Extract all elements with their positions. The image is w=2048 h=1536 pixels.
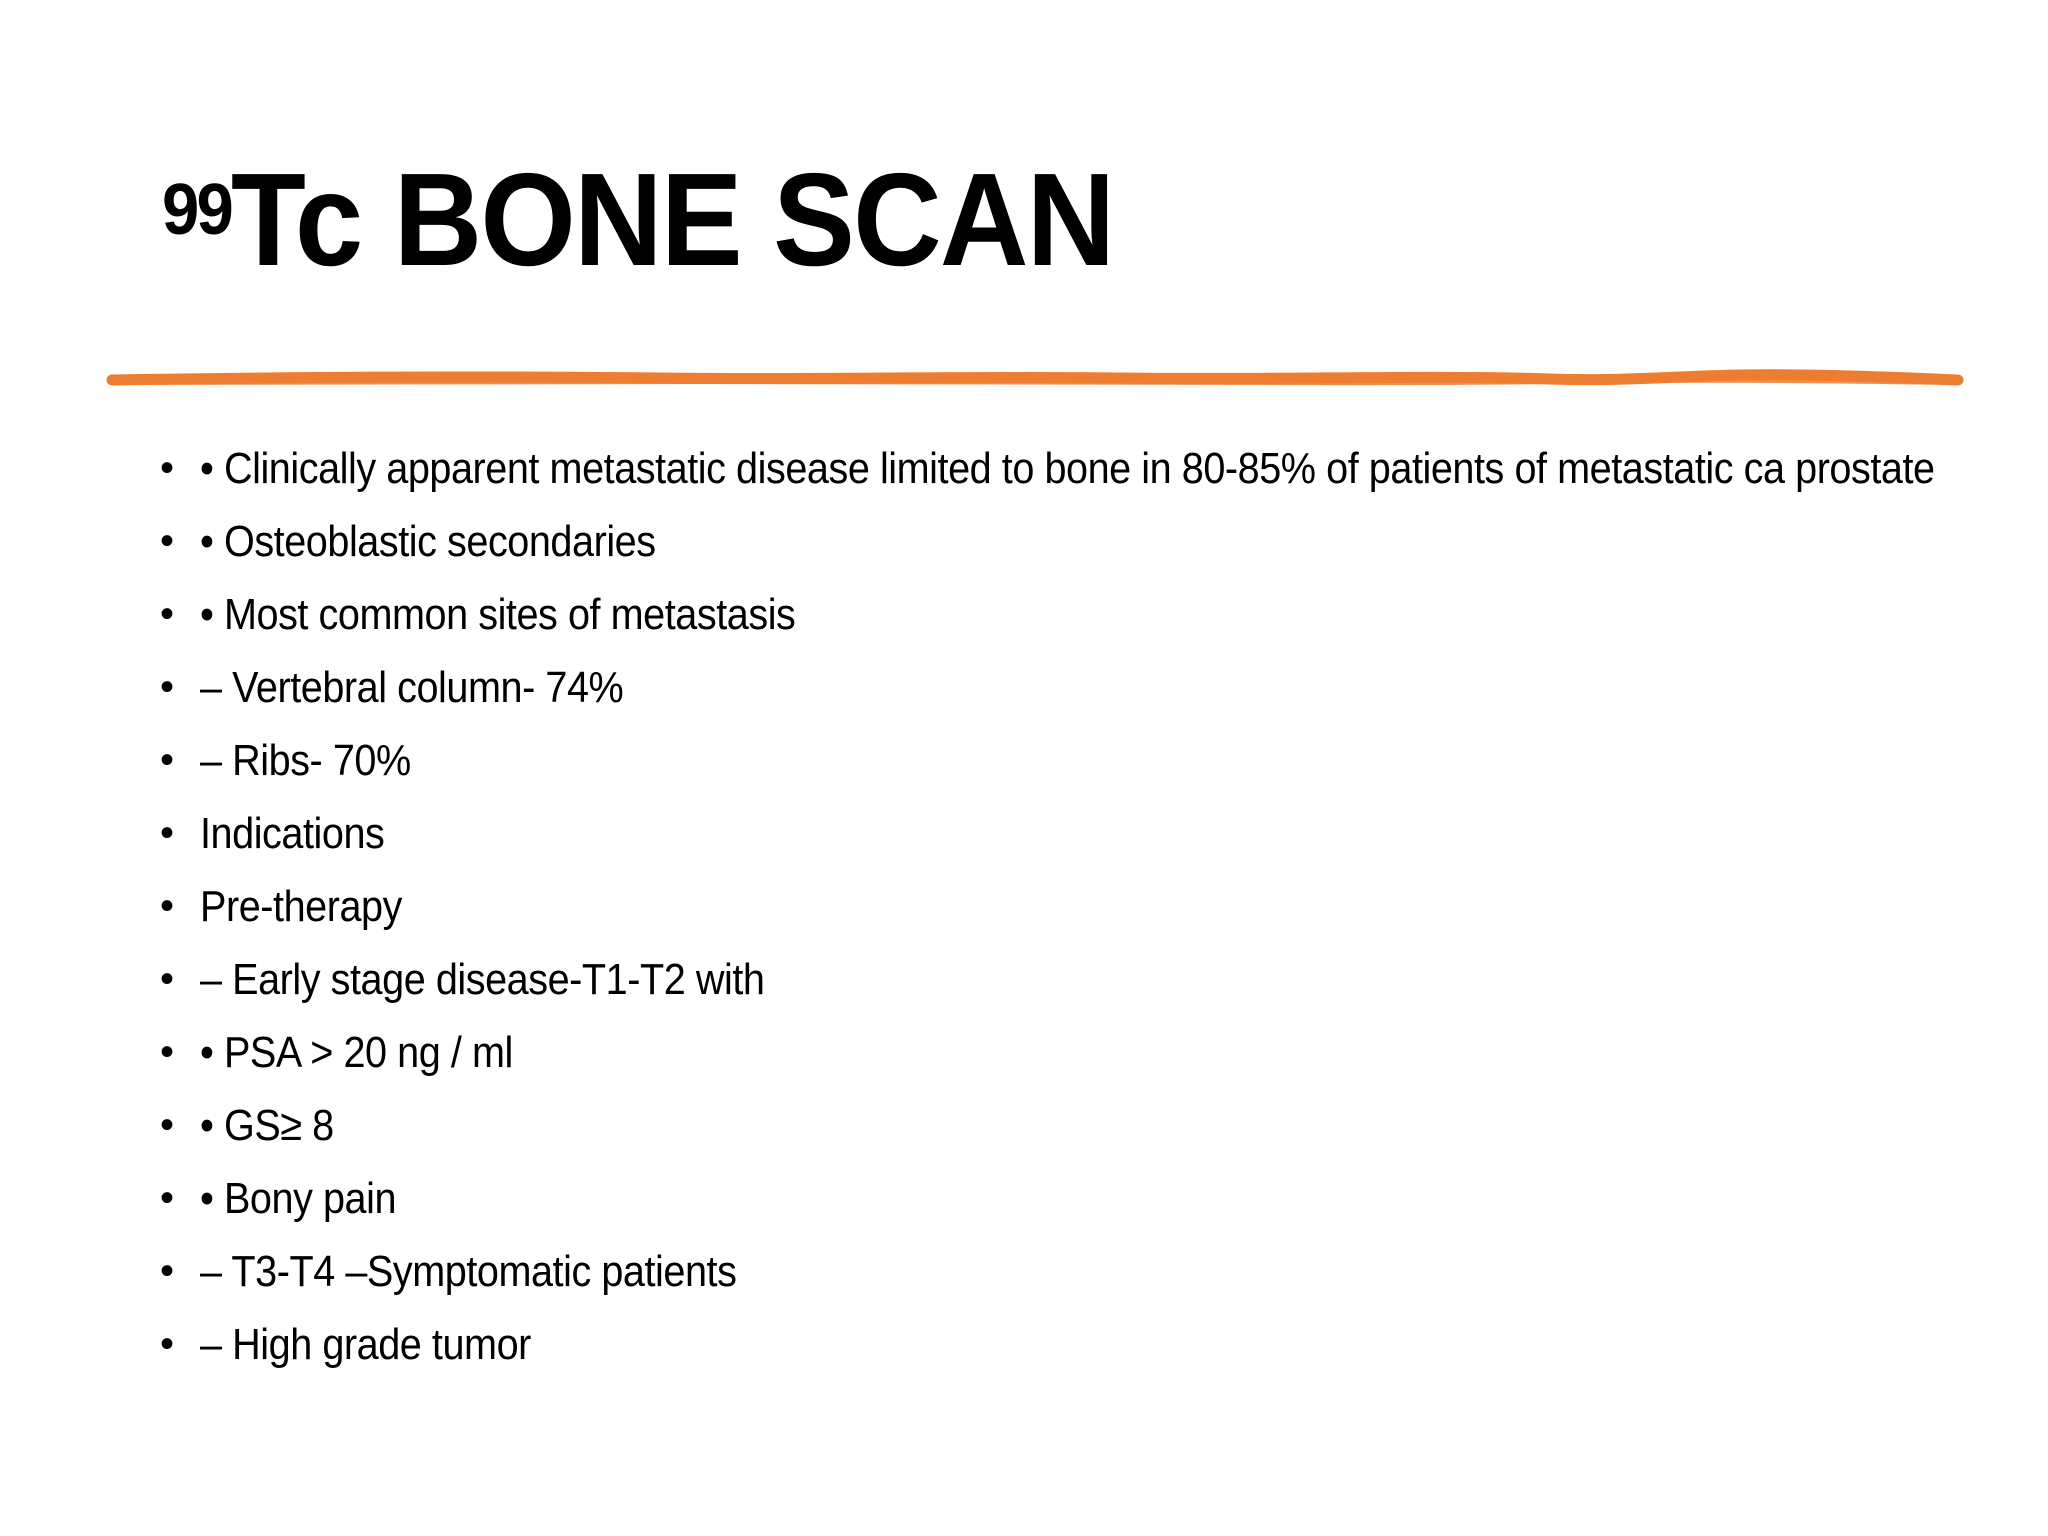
bullet-dot: • — [160, 738, 175, 782]
title-superscript: 99 — [162, 170, 231, 250]
bullet-text: Indications — [200, 809, 385, 858]
bullet-text: – Ribs- 70% — [200, 736, 411, 785]
bullet-text: – High grade tumor — [200, 1320, 531, 1369]
bullet-dot: • — [160, 1030, 175, 1074]
bullet-dot: • — [160, 519, 175, 563]
title-main: Tc BONE SCAN — [230, 146, 1114, 293]
bullet-dot: • — [160, 446, 175, 490]
bullet-dot: • — [160, 1322, 175, 1366]
bullet-text: • Clinically apparent metastatic disease limited to bone in 80-85% of patients of metastatic ca prostate — [200, 444, 1935, 493]
bullet-dot: • — [160, 1176, 175, 1220]
bullet-dot: • — [160, 592, 175, 636]
bullet-text: • GS≥ 8 — [200, 1101, 334, 1150]
bullet-text: • Most common sites of metastasis — [200, 590, 796, 639]
bullet-text: – Vertebral column- 74% — [200, 663, 624, 712]
bullet-text: • PSA > 20 ng / ml — [200, 1028, 513, 1077]
bullet-dot: • — [160, 811, 175, 855]
bullet-text: • Bony pain — [200, 1174, 397, 1223]
slide-title — [162, 146, 1114, 293]
bullet-dot: • — [160, 957, 175, 1001]
bullet-dot: • — [160, 884, 175, 928]
bullet-dot: • — [160, 665, 175, 709]
orange-brush-divider — [100, 360, 1970, 400]
bullet-dot: • — [160, 1103, 175, 1147]
bullet-dot: • — [160, 1249, 175, 1293]
bullet-text: • Osteoblastic secondaries — [200, 517, 656, 566]
bullet-text: – T3-T4 –Symptomatic patients — [200, 1247, 737, 1296]
bullet-text: Pre-therapy — [200, 882, 402, 931]
brush-stroke-texture — [120, 380, 1950, 383]
bullet-text: – Early stage disease-T1-T2 with — [200, 955, 765, 1004]
